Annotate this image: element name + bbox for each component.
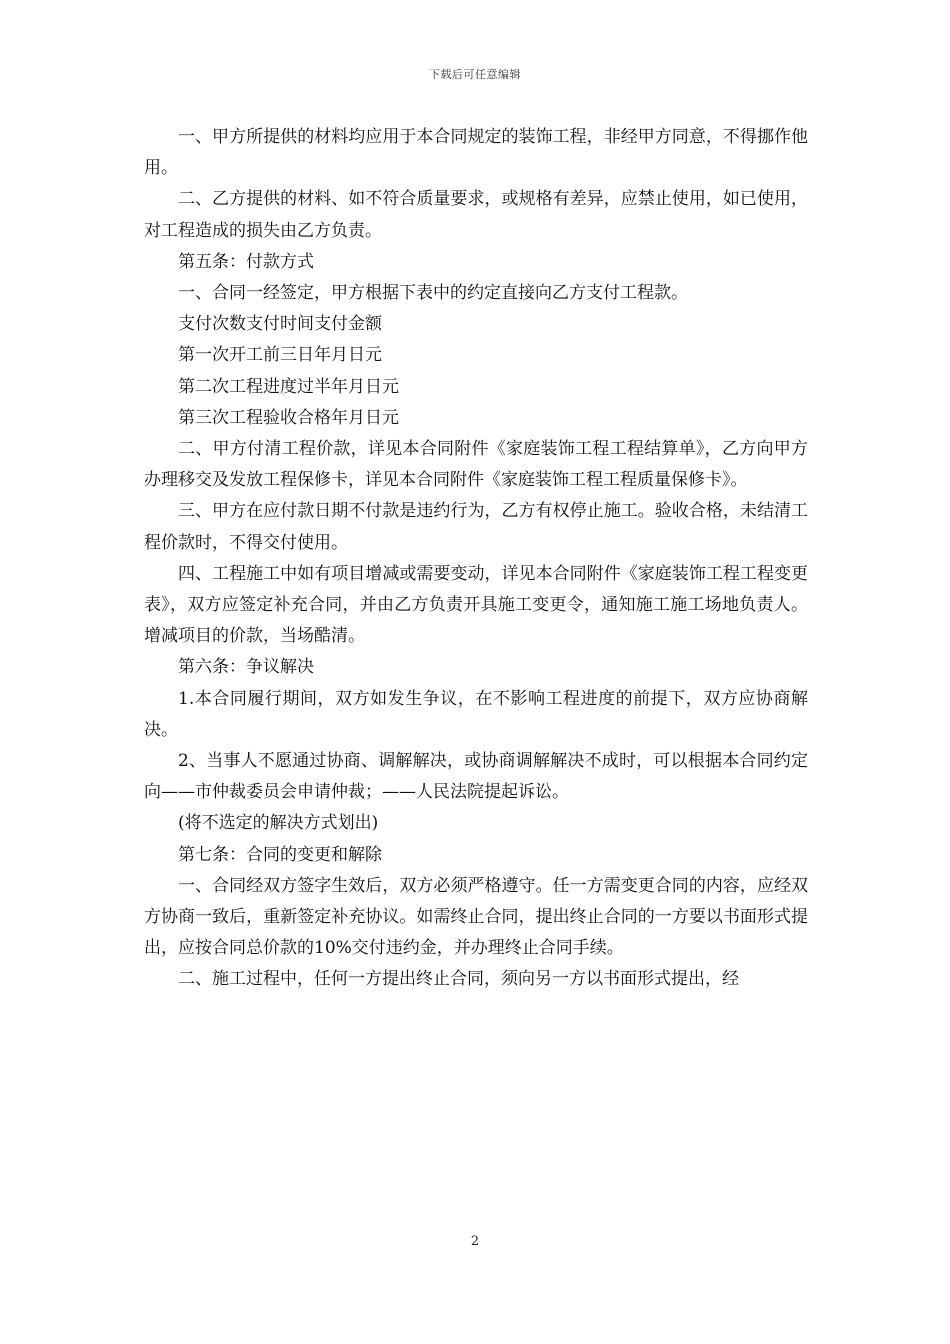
paragraph-note: (将不选定的解决方式划出) xyxy=(178,813,379,834)
payment-table-row: 第二次工程进度过半年月日元 xyxy=(178,376,399,397)
paragraph: 一、合同一经签定，甲方根据下表中的约定直接向乙方支付工程款。 xyxy=(178,283,688,304)
page-header-note: 下载后可任意编辑 xyxy=(429,68,521,81)
section-heading: 第五条：付款方式 xyxy=(178,251,314,272)
page-number: 2 xyxy=(470,1234,480,1249)
paragraph: 三、甲方在应付款日期不付款是违约行为，乙方有权停止施工。验收合格，未结清工程价款时，不得交付使用。 xyxy=(144,501,808,553)
paragraph: 一、合同经双方签字生效后，双方必须严格遵守。任一方需变更合同的内容，应经双方协商一致后，重新签定补充协议。如需终止合同，提出终止合同的一方要以书面形式提出，应按合同总价款的10%交付违约金，并办理终止合同手续。 xyxy=(144,875,808,959)
payment-table-row: 第一次开工前三日年月日元 xyxy=(178,345,382,366)
paragraph: 二、施工过程中，任何一方提出终止合同，须向另一方以书面形式提出，经 xyxy=(178,969,739,990)
section-heading: 第六条：争议解决 xyxy=(178,657,314,678)
paragraph: 四、工程施工中如有项目增减或需要变动，详见本合同附件《家庭装饰工程工程变更表》，双方应签定补充合同，并由乙方负责开具施工变更令，通知施工施工场地负责人。增减项目的价款，当场酷清。 xyxy=(144,563,808,647)
paragraph: 2、当事人不愿通过协商、调解解决，或协商调解解决不成时，可以根据本合同约定向——市仲裁委员会申请仲裁；——人民法院提起诉讼。 xyxy=(144,751,808,803)
section-heading: 第七条：合同的变更和解除 xyxy=(178,844,382,865)
paragraph: 一、甲方所提供的材料均应用于本合同规定的装饰工程，非经甲方同意，不得挪作他用。 xyxy=(144,127,808,179)
document-body xyxy=(144,122,808,996)
paragraph: 二、甲方付清工程价款，详见本合同附件《家庭装饰工程工程结算单》，乙方向甲方办理移交及发放工程保修卡，详见本合同附件《家庭装饰工程工程质量保修卡》。 xyxy=(144,439,808,491)
paragraph: 二、乙方提供的材料、如不符合质量要求，或规格有差异，应禁止使用，如已使用，对工程造成的损失由乙方负责。 xyxy=(144,189,808,241)
payment-table-header: 支付次数支付时间支付金额 xyxy=(178,314,382,335)
payment-table-row: 第三次工程验收合格年月日元 xyxy=(178,407,399,428)
paragraph: 1.本合同履行期间，双方如发生争议，在不影响工程进度的前提下，双方应协商解决。 xyxy=(144,688,808,740)
